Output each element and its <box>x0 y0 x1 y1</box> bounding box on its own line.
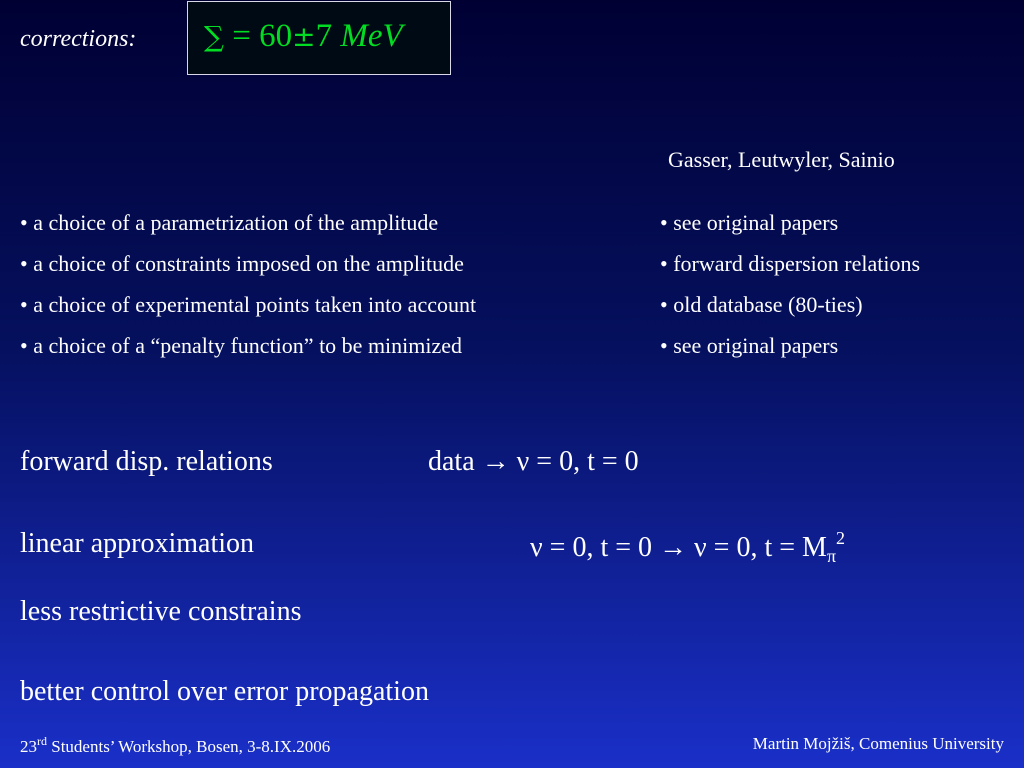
answer-item-4: • see original papers <box>660 333 839 358</box>
sigma-term-formula-box <box>187 1 451 75</box>
sigma-unit: MeV <box>332 18 403 54</box>
corrections-label: corrections: <box>20 26 137 52</box>
less-restrictive-statement: less restrictive constrains <box>20 596 302 627</box>
choice-item-4: • a choice of a “penalty function” to be minimized <box>20 333 463 358</box>
better-control-statement: better control over error propagation <box>20 676 429 707</box>
linear-approx-formula-main: ν = 0, t = 0 → ν = 0, t = M <box>530 532 827 563</box>
answer-item-2: • forward dispersion relations <box>660 251 921 276</box>
choice-item-1: • a choice of a parametrization of the amplitude <box>20 210 439 235</box>
footer-author: Martin Mojžiš, Comenius University <box>752 734 1004 753</box>
pion-subscript: π <box>826 546 837 566</box>
choice-item-3: • a choice of experimental points taken into account <box>20 292 477 317</box>
linear-approx-formula <box>530 528 845 567</box>
footer-workshop <box>20 734 330 757</box>
sum-symbol: ∑ <box>204 20 224 53</box>
sigma-term-formula <box>204 18 403 55</box>
linear-approx-label: linear approximation <box>20 528 255 559</box>
footer-workshop-text: Students’ Workshop, Bosen, 3-8.IX.2006 <box>47 737 331 756</box>
squared-superscript: 2 <box>836 528 846 548</box>
fdr-label: forward disp. relations <box>20 446 273 477</box>
equals-sign: = <box>224 18 260 54</box>
plus-minus-symbol: ± <box>292 20 316 53</box>
answer-item-3: • old database (80-ties) <box>660 292 863 317</box>
sigma-error: 7 <box>315 18 333 54</box>
sigma-value: 60 <box>259 18 293 54</box>
answer-item-1: • see original papers <box>660 210 839 235</box>
fdr-formula: data → ν = 0, t = 0 <box>428 446 639 477</box>
source-authors: Gasser, Leutwyler, Sainio <box>668 147 895 172</box>
choice-item-2: • a choice of constraints imposed on the amplitude <box>20 251 464 276</box>
footer-workshop-number: 23 <box>20 737 37 756</box>
footer-ordinal-suffix: rd <box>37 734 47 748</box>
